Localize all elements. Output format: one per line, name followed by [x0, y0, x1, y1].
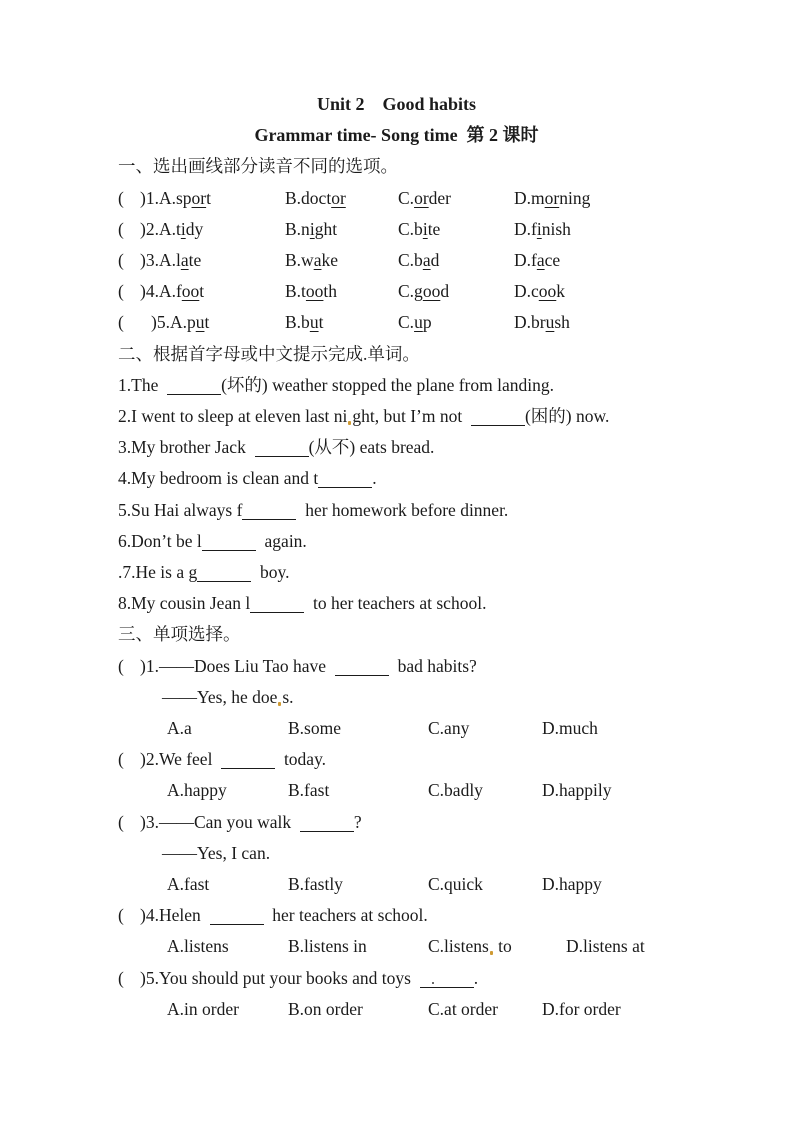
option-d: D.face — [514, 250, 561, 270]
option-b: B.fast — [288, 780, 330, 800]
fill-item-5: 5.Su Hai always f her homework before dinner. — [118, 500, 509, 520]
mc-options-5 — [0, 998, 793, 1021]
option-c: C.order — [398, 188, 451, 208]
option-b: B.fastly — [288, 874, 343, 894]
mc-question-4 — [0, 904, 793, 927]
option-d: D.finish — [514, 219, 571, 239]
option-a: A.in order — [167, 999, 239, 1019]
option-b: B.listens in — [288, 936, 367, 956]
left-paren: ( — [118, 749, 124, 769]
fill-item-7: .7.He is a g boy. — [118, 562, 290, 582]
answer-blank — [167, 379, 221, 395]
option-d: D.cook — [514, 281, 566, 301]
option-d: D.happy — [542, 874, 602, 894]
mc-question-5 — [0, 967, 793, 990]
option-b: B.some — [288, 718, 341, 738]
doc-title: Unit 2 Good habits — [316, 94, 477, 114]
left-paren: ( — [118, 188, 124, 208]
mc-answer-line-1: ——Yes, he doe s. — [162, 687, 294, 707]
section-3-heading: 三、单项选择。 — [118, 624, 241, 644]
option-b: B.wake — [285, 250, 338, 270]
fill-item-2: 2.I went to sleep at eleven last ni ght, but I’m not (困的) now. — [118, 406, 610, 426]
option-b: B.tooth — [285, 281, 338, 301]
left-paren: ( — [118, 656, 124, 676]
answer-blank — [335, 660, 389, 676]
mc-question-1 — [0, 655, 793, 678]
question-text: )4.Helen her teachers at school. — [140, 905, 428, 925]
option-a: )3.A.late — [140, 250, 202, 270]
mc-options-3 — [0, 873, 793, 896]
mc-options-1 — [0, 717, 793, 740]
answer-blank — [210, 909, 264, 925]
option-c: C.at order — [428, 999, 498, 1019]
mc-question-3 — [0, 811, 793, 834]
spellcheck-dot — [432, 982, 434, 984]
spellcheck-mark — [348, 421, 351, 425]
option-a: )4.A.foot — [140, 281, 205, 301]
option-d: D.listens at — [566, 936, 645, 956]
mc-answer-line-3: ——Yes, I can. — [162, 843, 271, 863]
section-1-heading: 一、选出画线部分读音不同的选项。 — [118, 156, 398, 176]
question-text: )2.We feel today. — [140, 749, 327, 769]
option-d: D.morning — [514, 188, 591, 208]
option-c: C.bad — [398, 250, 440, 270]
left-paren: ( — [118, 968, 124, 988]
fill-item-8: 8.My cousin Jean l to her teachers at school. — [118, 593, 487, 613]
answer-blank — [318, 472, 372, 488]
option-c: C.up — [398, 312, 432, 332]
option-b: B.but — [285, 312, 324, 332]
left-paren: ( — [118, 905, 124, 925]
question-text: )1.——Does Liu Tao have bad habits? — [140, 656, 477, 676]
option-d: D.happily — [542, 780, 612, 800]
option-a: A.a — [167, 718, 192, 738]
option-a: )5.A.put — [151, 312, 210, 332]
mc-options-4 — [0, 935, 793, 958]
option-c: C.good — [398, 281, 450, 301]
left-paren: ( — [118, 219, 124, 239]
spellcheck-mark — [490, 951, 493, 955]
option-c: C.any — [428, 718, 470, 738]
section-2-heading: 二、根据首字母或中文提示完成.单词。 — [118, 344, 420, 364]
option-a: A.fast — [167, 874, 210, 894]
option-d: D.much — [542, 718, 598, 738]
option-c: C.bite — [398, 219, 441, 239]
spellcheck-mark — [278, 702, 281, 706]
answer-blank — [221, 753, 275, 769]
left-paren: ( — [118, 812, 124, 832]
answer-blank — [242, 504, 296, 520]
option-c: C.listens to — [428, 936, 512, 956]
option-b: B.doctor — [285, 188, 346, 208]
answer-blank — [420, 972, 474, 988]
answer-blank — [202, 535, 256, 551]
question-text: )5.You should put your books and toys . — [140, 968, 479, 988]
option-b: B.night — [285, 219, 338, 239]
doc-subtitle: Grammar time- Song time 第 2 课时 — [254, 125, 539, 145]
left-paren: ( — [118, 281, 124, 301]
fill-item-1: 1.The (坏的) weather stopped the plane from landing. — [118, 375, 554, 395]
pronunciation-row-3 — [0, 249, 793, 272]
answer-blank — [250, 597, 304, 613]
option-a: A.happy — [167, 780, 227, 800]
option-d: D.brush — [514, 312, 570, 332]
fill-item-3: 3.My brother Jack (从不) eats bread. — [118, 437, 435, 457]
option-a: )2.A.tidy — [140, 219, 204, 239]
left-paren: ( — [118, 250, 124, 270]
pronunciation-row-5 — [0, 311, 793, 334]
question-text: )3.——Can you walk ? — [140, 812, 362, 832]
option-c: C.quick — [428, 874, 483, 894]
option-a: A.listens — [167, 936, 229, 956]
pronunciation-row-2 — [0, 218, 793, 241]
mc-options-2 — [0, 779, 793, 802]
fill-item-4: 4.My bedroom is clean and t . — [118, 468, 377, 488]
option-a: )1.A.sport — [140, 188, 211, 208]
mc-question-2 — [0, 748, 793, 771]
answer-blank — [255, 441, 309, 457]
option-c: C.badly — [428, 780, 483, 800]
option-d: D.for order — [542, 999, 621, 1019]
fill-item-6: 6.Don’t be l again. — [118, 531, 307, 551]
answer-blank — [471, 410, 525, 426]
option-b: B.on order — [288, 999, 363, 1019]
answer-blank — [197, 566, 251, 582]
pronunciation-row-1 — [0, 187, 793, 210]
answer-blank — [300, 816, 354, 832]
pronunciation-row-4 — [0, 280, 793, 303]
left-paren: ( — [118, 312, 124, 332]
